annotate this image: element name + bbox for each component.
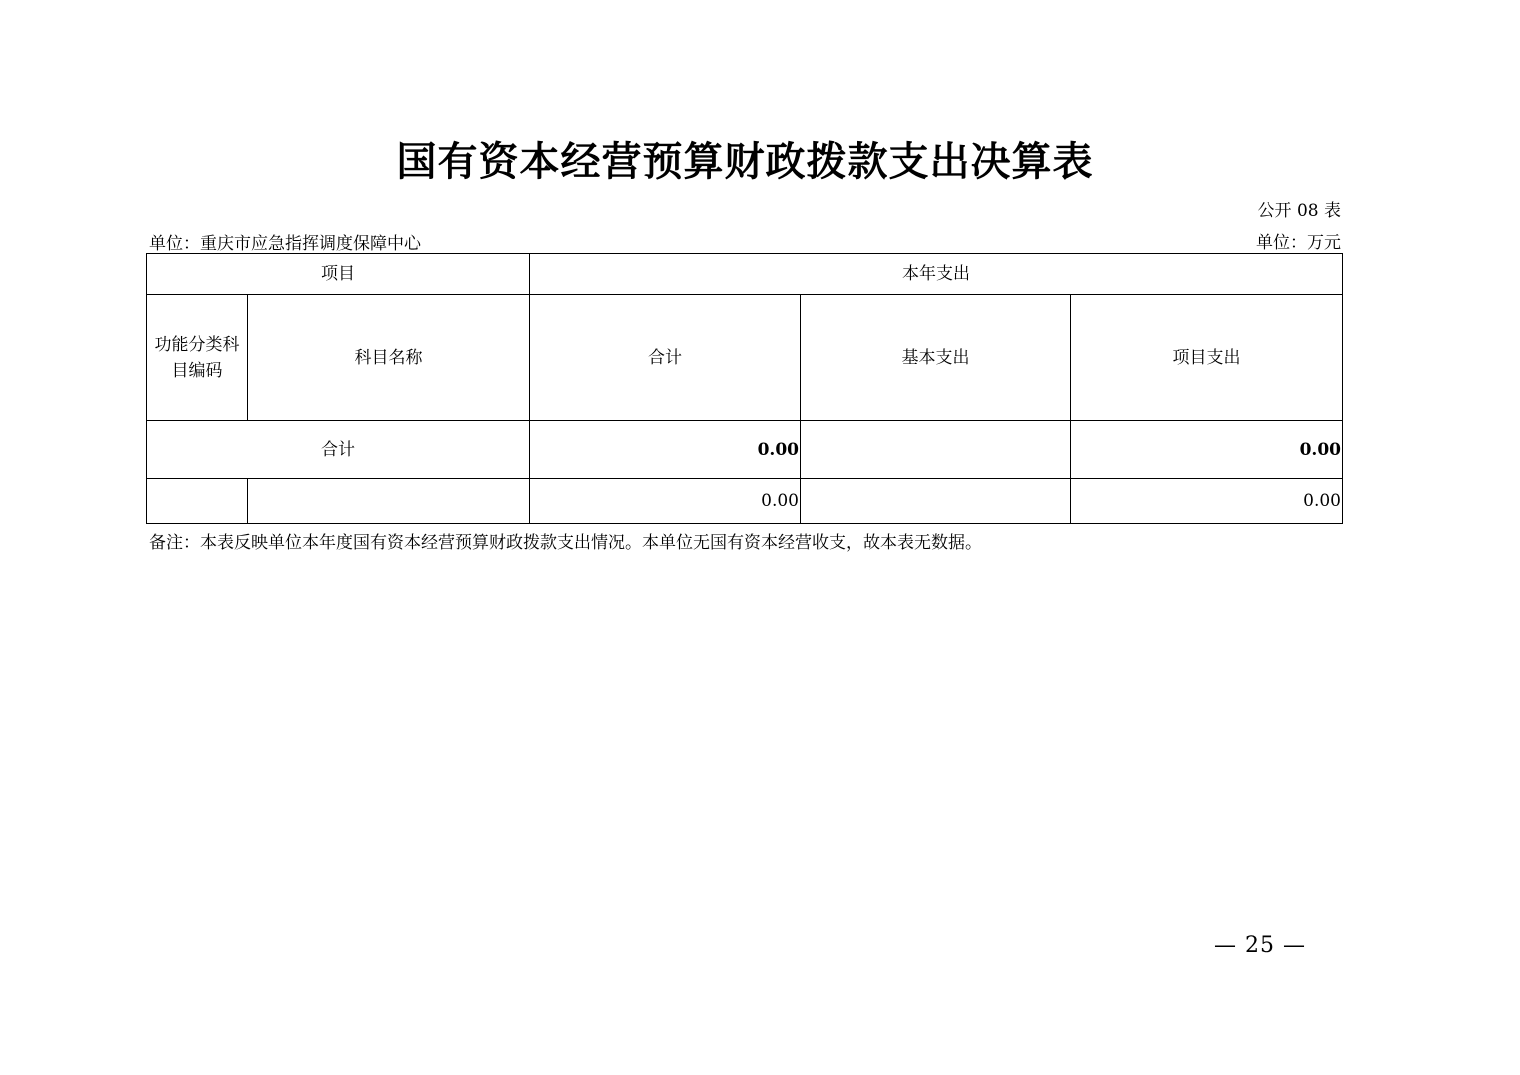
header-basic: 基本支出: [801, 295, 1071, 421]
header-name: 科目名称: [248, 295, 530, 421]
unit-currency: 单位：万元: [1256, 233, 1341, 253]
total-row-basic: [801, 421, 1071, 479]
row-basic: [801, 479, 1071, 524]
form-code: 公开 08 表: [1257, 201, 1341, 221]
table-note: 备注：本表反映单位本年度国有资本经营预算财政拨款支出情况。本单位无国有资本经营收支，故本表无数据。: [149, 533, 982, 553]
row-code: [147, 479, 248, 524]
row-name: [248, 479, 530, 524]
row-project: 0.00: [1071, 479, 1343, 524]
row-total: 0.00: [530, 479, 801, 524]
header-project-expense: 项目支出: [1071, 295, 1343, 421]
page-title: 国有资本经营预算财政拨款支出决算表: [396, 138, 1094, 185]
unit-organization: 单位：重庆市应急指挥调度保障中心: [149, 234, 421, 254]
budget-table: [146, 253, 1343, 524]
page-number: — 25 —: [1214, 933, 1306, 958]
header-row-columns: [147, 295, 1343, 421]
total-row-project: 0.00: [1071, 421, 1343, 479]
header-project: 项目: [147, 254, 530, 295]
total-row: [147, 421, 1343, 479]
total-row-label: 合计: [147, 421, 530, 479]
header-code: 功能分类科目编码: [147, 295, 248, 421]
table-row: [147, 479, 1343, 524]
total-row-total: 0.00: [530, 421, 801, 479]
header-row-top: [147, 254, 1343, 295]
header-current-year: 本年支出: [530, 254, 1343, 295]
header-total: 合计: [530, 295, 801, 421]
